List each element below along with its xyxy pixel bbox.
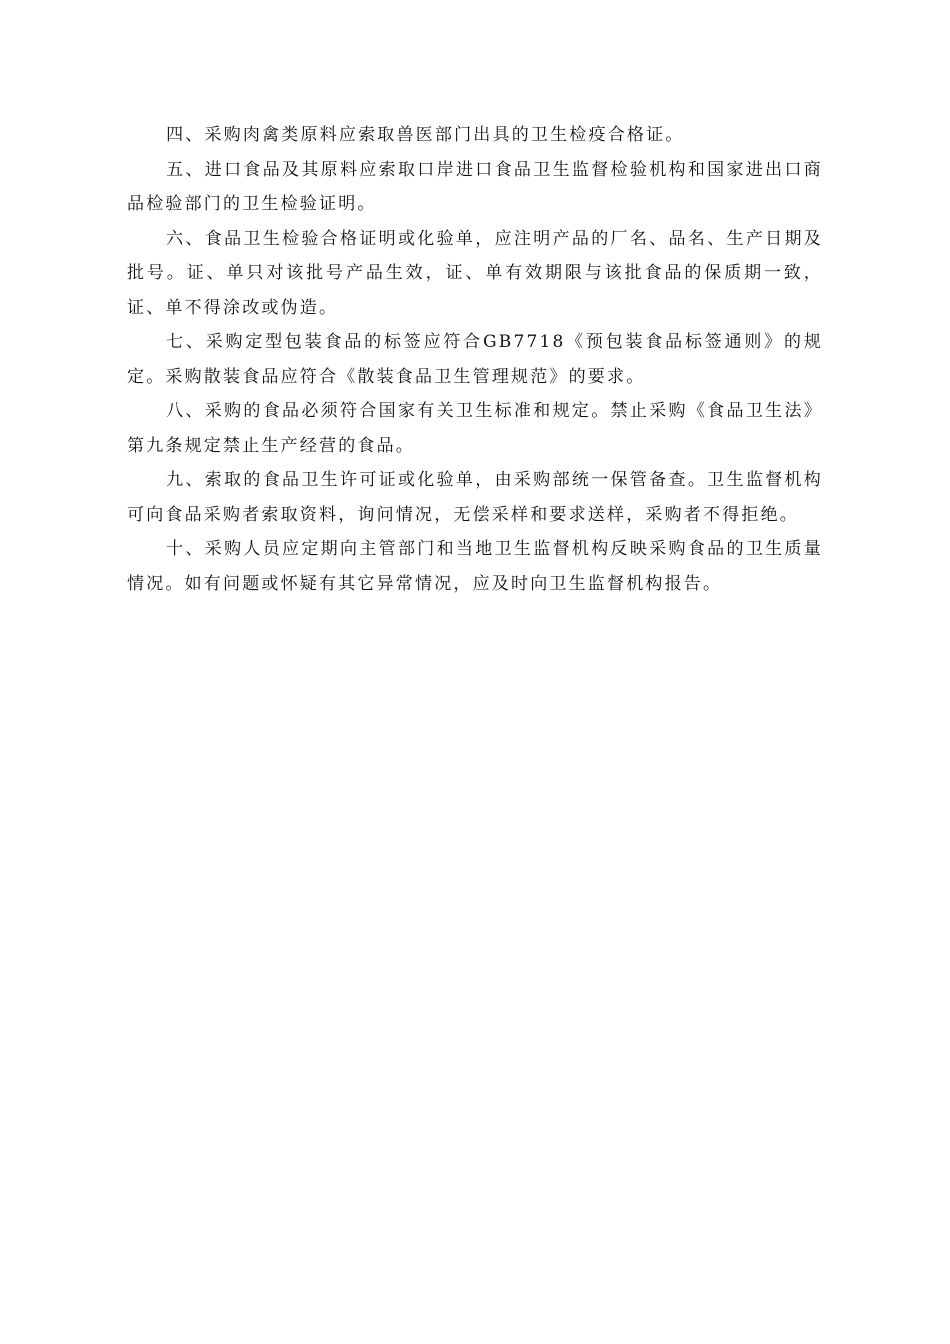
paragraph-item-5: 五、进口食品及其原料应索取口岸进口食品卫生监督检验机构和国家进出口商品检验部门的卫生检验证明。 <box>127 159 823 214</box>
paragraph-item-4: 四、采购肉禽类原料应索取兽医部门出具的卫生检疫合格证。 <box>166 125 685 145</box>
paragraph-item-6: 六、食品卫生检验合格证明或化验单，应注明产品的厂名、品名、生产日期及批号。证、单只对该批号产品生效，证、单有效期限与该批食品的保质期一致，证、单不得涂改或伪造。 <box>127 228 823 318</box>
paragraph-item-7: 七、采购定型包装食品的标签应符合GB7718《预包装食品标签通则》的规定。采购散装食品应符合《散装食品卫生管理规范》的要求。 <box>127 332 823 387</box>
paragraph-item-8: 八、采购的食品必须符合国家有关卫生标准和规定。禁止采购《食品卫生法》第九条规定禁止生产经营的食品。 <box>127 401 823 456</box>
document-body <box>127 118 823 601</box>
paragraph-item-9: 九、索取的食品卫生许可证或化验单，由采购部统一保管备查。卫生监督机构可向食品采购者索取资料，询问情况，无偿采样和要求送样，采购者不得拒绝。 <box>127 470 823 525</box>
paragraph-item-10: 十、采购人员应定期向主管部门和当地卫生监督机构反映采购食品的卫生质量情况。如有问题或怀疑有其它异常情况，应及时向卫生监督机构报告。 <box>127 539 823 594</box>
